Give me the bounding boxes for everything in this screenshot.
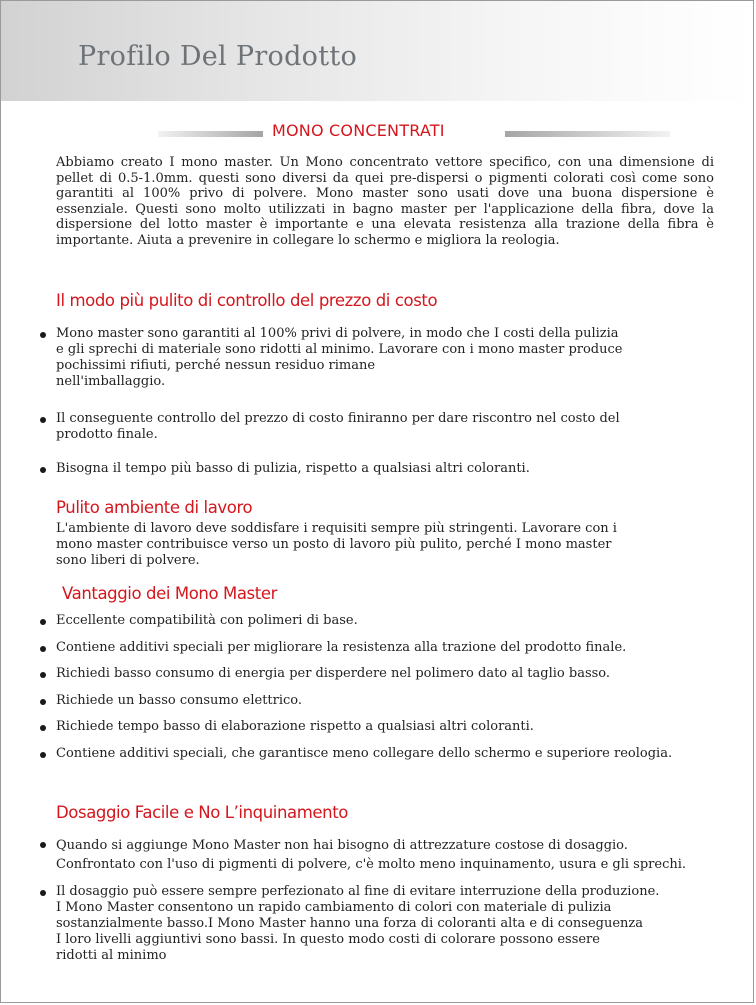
advantage-bullet: Richiede tempo basso di elaborazione rispetto a qualsiasi altri coloranti. [40,719,534,735]
bullet-dot-icon [40,646,46,652]
bullet-dot-icon [40,619,46,625]
bullet-dot-icon [40,672,46,678]
title-rule-right [505,131,670,137]
bullet-dot-icon [40,467,46,473]
page-title: Profilo Del Prodotto [78,41,358,72]
cost-bullet: Mono master sono garantiti al 100% privi di polvere, in modo che I costi della pulizia e gli sprechi di materiale sono ridotti al minimo. Lavorare con i mono master produce pochissimi rifiuti, perché nessun residuo rimane nell'imballaggio. [40,326,622,390]
bullet-dot-icon [40,890,46,896]
bullet-dot-icon [40,332,46,338]
advantage-bullet: Contiene additivi speciali, che garantisce meno collegare dello schermo e superiore reologia. [40,746,672,762]
bullet-dot-icon [40,699,46,705]
clean-workplace-text: L'ambiente di lavoro deve soddisfare i requisiti sempre più stringenti. Lavorare con i mono master contribuisce verso un posto di lavoro più pulito, perché I mono master sono liberi di polvere. [56,521,617,568]
bullet-dot-icon [40,752,46,758]
clean-workplace-heading: Pulito ambiente di lavoro [56,498,253,517]
bullet-dot-icon [40,725,46,731]
advantage-bullet: Contiene additivi speciali per migliorare la resistenza alla trazione del prodotto finale. [40,640,626,656]
advantage-bullet: Richiede un basso consumo elettrico. [40,693,302,709]
cost-bullet: Bisogna il tempo più basso di pulizia, rispetto a qualsiasi altri coloranti. [40,461,530,477]
intro-paragraph: Abbiamo creato I mono master. Un Mono concentrato vettore specifico, con una dimensione di pellet di 0.5-1.0mm. questi sono diversi da quei pre-dispersi o pigmenti colorati così come sono garantiti al 100% privo di polvere. Mono master sono usati dove una buona dispersione è essenziale. Questi sono molto utilizzati in bagno master per l'applicazione della fibra, dove la dispersione del lotto master è importante e una elevata resistenza alla trazione della fibra è importante. Aiuta a prevenire in collegare lo schermo e migliora la reologia. [56,155,714,248]
cost-bullet: Il conseguente controllo del prezzo di costo finiranno per dare riscontro nel costo del prodotto finale. [40,411,620,443]
header-band [1,1,753,101]
bullet-dot-icon [40,417,46,423]
advantage-bullet: Eccellente compatibilità con polimeri di base. [40,613,358,629]
dosage-heading: Dosaggio Facile e No L’inquinamento [56,803,348,822]
title-rule-left [158,131,263,137]
section-title: MONO CONCENTRATI [272,121,445,140]
cost-control-heading: Il modo più pulito di controllo del prezzo di costo [56,291,438,310]
advantages-heading: Vantaggio dei Mono Master [62,584,277,603]
dosage-bullet: Quando si aggiunge Mono Master non hai bisogno di attrezzature costose di dosaggio. Confrontato con l'uso di pigmenti di polvere, c'è molto meno inquinamento, usura e gli sprechi. [40,836,686,874]
bullet-dot-icon [40,842,46,848]
dosage-bullet: Il dosaggio può essere sempre perfezionato al fine di evitare interruzione della produzione. I Mono Master consentono un rapido cambiamento di colori con materiale di pulizia sostanzialmente basso.I Mono Master hanno una forza di coloranti alta e di conseguenza I loro livelli aggiuntivi sono bassi. In questo modo costi di colorare possono essere ridotti al minimo [40,884,659,964]
advantage-bullet: Richiedi basso consumo di energia per disperdere nel polimero dato al taglio basso. [40,666,610,682]
